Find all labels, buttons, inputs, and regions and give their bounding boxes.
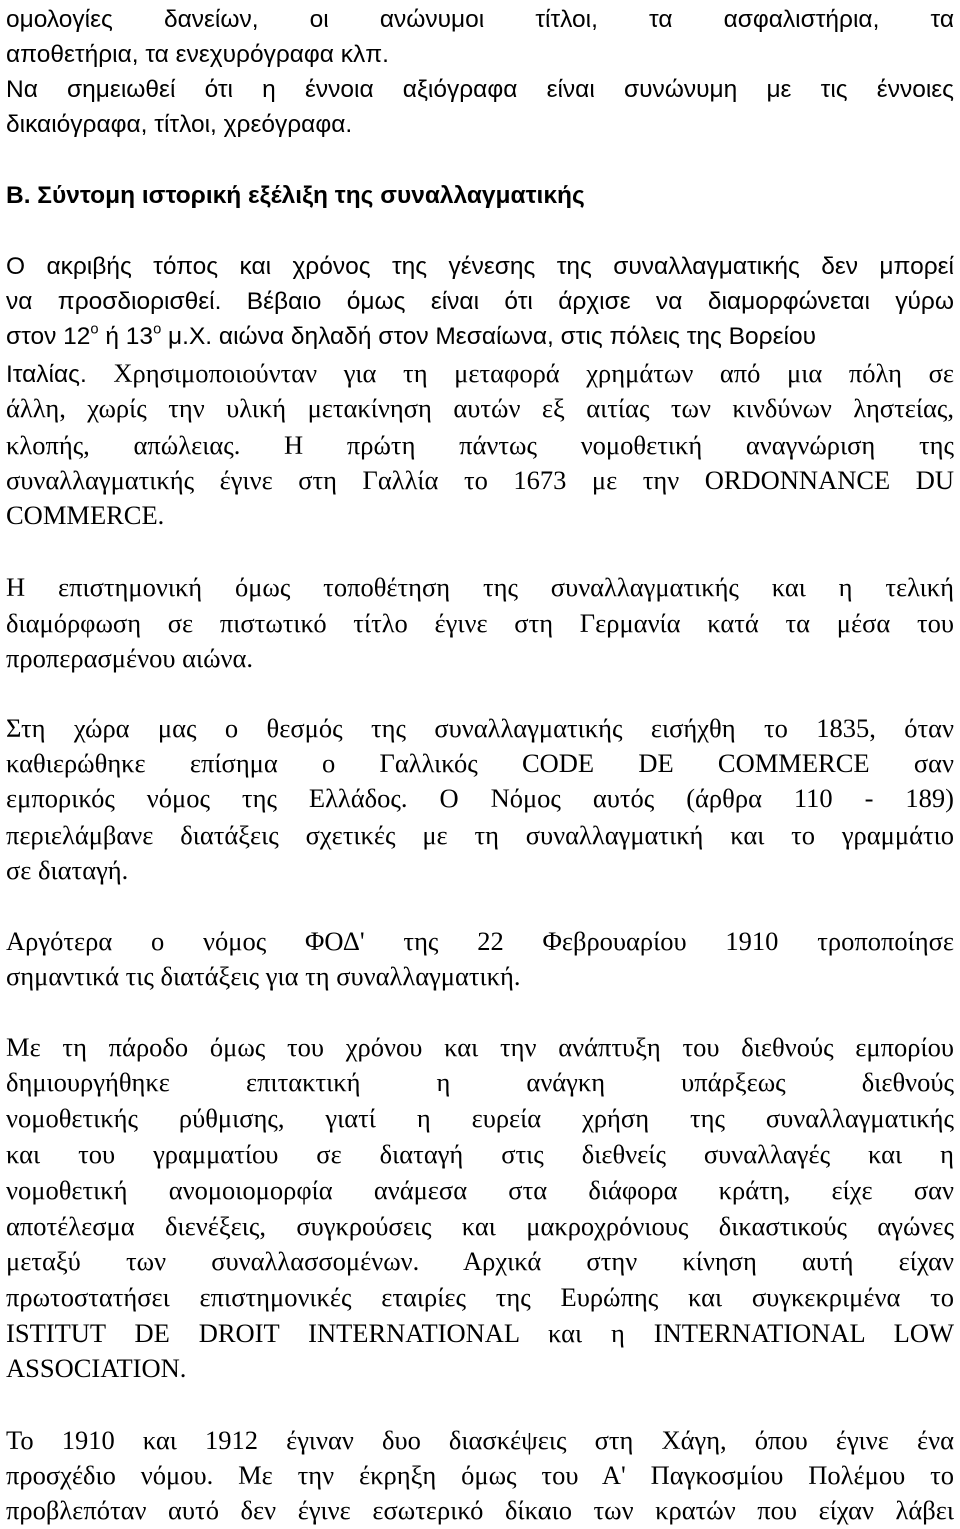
para1-line-3	[6, 319, 954, 355]
para5-line-9: ISTITUT DE DROIT INTERNATIONAL και η INTERNATIONAL LOW	[6, 1318, 954, 1348]
para1-line-4-b: Χρησιμοποιούνταν για τη μεταφορά χρημάτων από μια πόλη σε	[86, 358, 954, 388]
para4-line-2: σημαντικά τις διατάξεις για τη συναλλαγματική.	[6, 961, 521, 991]
para1-line-3-rest: μ.Χ. αιώνα δηλαδή στον Μεσαίωνα, στις πόλεις της Βορείου	[161, 323, 816, 350]
para5-line-7: μεταξύ των συναλλασσομένων. Αρχικά στην κίνηση αυτή είχαν	[6, 1246, 954, 1276]
section-heading: Β. Σύντομη ιστορική εξέλιξη της συναλλαγματικής	[6, 182, 585, 209]
para3-line-5: σε διαταγή.	[6, 855, 129, 885]
intro-line-3: Να σημειωθεί ότι η έννοια αξιόγραφα είναι συνώνυμη με τις έννοιες	[6, 76, 954, 103]
superscript-1: ο	[90, 321, 99, 338]
para3-line-1: Στη χώρα μας ο θεσμός της συναλλαγματικής εισήχθη το 1835, όταν	[6, 713, 954, 743]
para6-line-1: Το 1910 και 1912 έγιναν δυο διασκέψεις στη Χάγη, όπου έγινε ένα	[6, 1425, 954, 1455]
para5-line-4: και του γραμματίου σε διαταγή στις διεθνείς συναλλαγές και η	[6, 1139, 954, 1169]
para5-line-1: Με τη πάροδο όμως του χρόνου και την ανάπτυξη του διεθνούς εμπορίου	[6, 1032, 954, 1062]
para5-line-2: δημιουργήθηκε επιτακτική η ανάγκη υπάρξεως διεθνούς	[6, 1067, 954, 1097]
para1-line-6: κλοπής, απώλειας. Η πρώτη πάντως νομοθετική αναγνώριση της	[6, 430, 954, 460]
para2-line-1: Η επιστημονική όμως τοποθέτηση της συναλλαγματικής και η τελική	[6, 572, 954, 602]
para6-line-2: προσχέδιο νόμου. Με την έκρηξη όμως του Α' Παγκοσμίου Πολέμου το	[6, 1460, 954, 1490]
para5-line-5: νομοθετική ανομοιομορφία ανάμεσα στα διάφορα κράτη, είχε σαν	[6, 1175, 954, 1205]
para5-line-10: ASSOCIATION.	[6, 1353, 187, 1383]
para1-line-1: Ο ακριβής τόπος και χρόνος της γένεσης της συναλλαγματικής δεν μπορεί	[6, 253, 954, 280]
para4-line-1: Αργότερα ο νόμος ΦΟΔ' της 22 Φεβρουαρίου 1910 τροποποίησε	[6, 926, 954, 956]
century-13: ή 13	[98, 323, 154, 350]
para1-line-7: συναλλαγματικής έγινε στη Γαλλία το 1673 με την ORDONNANCE DU	[6, 465, 954, 495]
intro-line-2: αποθετήρια, τα ενεχυρόγραφα κλπ.	[6, 41, 389, 68]
para5-line-3: νομοθετικής ρύθμισης, γιατί η ευρεία χρήση της συναλλαγματικής	[6, 1103, 954, 1133]
superscript-2: ο	[153, 321, 162, 338]
century-12: στον 12	[6, 323, 91, 350]
para1-line-4	[6, 355, 954, 391]
para5-line-8: πρωτοστατήσει επιστημονικές εταιρίες της Ευρώπης και συγκεκριμένα το	[6, 1282, 954, 1312]
para3-line-2: καθιερώθηκε επίσημα ο Γαλλικός CODE DE COMMERCE σαν	[6, 748, 954, 778]
para2-line-3: προπερασμένου αιώνα.	[6, 643, 254, 673]
para1-line-4-a: Ιταλίας.	[6, 361, 87, 388]
para2-line-2: διαμόρφωση σε πιστωτικό τίτλο έγινε στη Γερμανία κατά τα μέσα του	[6, 608, 954, 638]
para1-line-2: να προσδιορισθεί. Βέβαιο όμως είναι ότι άρχισε να διαμορφώνεται γύρω	[6, 288, 954, 315]
para6-line-3: προβλεπόταν αυτό δεν έγινε εσωτερικό δίκαιο των κρατών που είχαν λάβει	[6, 1495, 954, 1525]
para3-line-3: εμπορικός νόμος της Ελλάδος. Ο Νόμος αυτός (άρθρα 110 - 189)	[6, 783, 954, 813]
para1-line-8: COMMERCE.	[6, 500, 165, 530]
para3-line-4: περιελάμβανε διατάξεις σχετικές με τη συναλλαγματική και το γραμμάτιο	[6, 820, 954, 850]
para1-line-5: άλλη, χωρίς την υλική μετακίνηση αυτών εξ αιτίας των κινδύνων ληστείας,	[6, 393, 954, 423]
para5-line-6: αποτέλεσμα διενέξεις, συγκρούσεις και μακροχρόνιους δικαστικούς αγώνες	[6, 1211, 954, 1241]
intro-line-4: δικαιόγραφα, τίτλοι, χρεόγραφα.	[6, 111, 353, 138]
intro-line-1: ομολογίες δανείων, οι ανώνυμοι τίτλοι, τα ασφαλιστήρια, τα	[6, 6, 954, 33]
